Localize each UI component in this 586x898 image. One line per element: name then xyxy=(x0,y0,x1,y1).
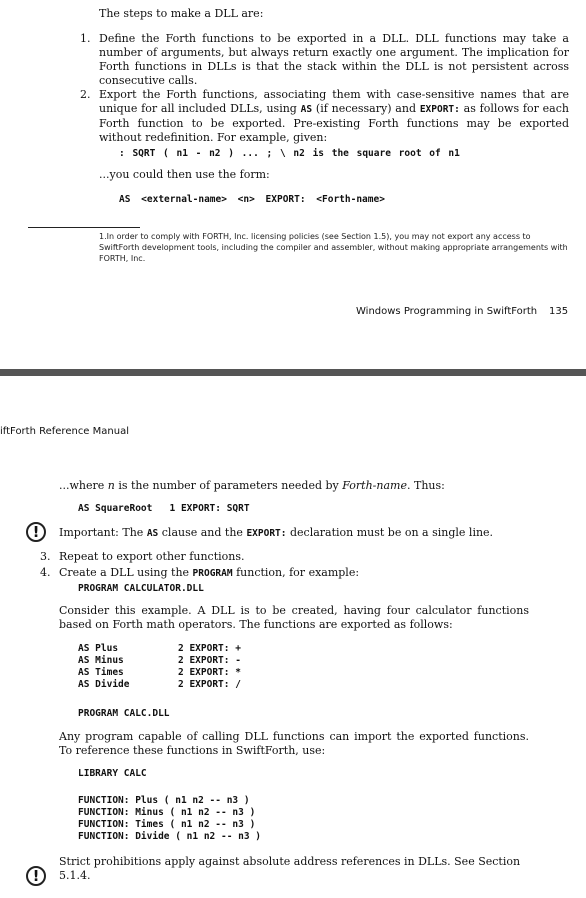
where-forth-name: Forth-name xyxy=(342,479,407,492)
code-export-form: AS <external-name> <n> EXPORT: <Forth-name> xyxy=(119,194,385,205)
code-program-calculator: PROGRAM CALCULATOR.DLL xyxy=(78,583,204,594)
step-number: 4. xyxy=(40,566,51,579)
export-decl: 2 EXPORT: - xyxy=(178,655,241,666)
export-name: AS Plus xyxy=(78,643,119,654)
footnote-rule xyxy=(28,227,140,228)
important-icon: ! xyxy=(26,522,46,542)
where-text xyxy=(59,479,539,493)
code-squareroot: AS SquareRoot 1 EXPORT: SQRT xyxy=(78,503,250,514)
step2-text-b: (if necessary) and xyxy=(312,102,420,115)
export-decl: 2 EXPORT: + xyxy=(178,643,241,654)
step1-text: Define the Forth functions to be exported in a DLL. DLL functions may take a number of arguments, but always return exactly one argument. The implication for Forth functions in DLLs is that the stack within the DLL is not persistent across consecutive calls. xyxy=(99,32,569,87)
program-keyword: PROGRAM xyxy=(192,568,233,579)
function-line: FUNCTION: Minus ( n1 n2 -- n3 ) xyxy=(78,807,256,818)
page-footer-title: Windows Programming in SwiftForth xyxy=(356,306,538,317)
running-header: iftForth Reference Manual xyxy=(0,426,129,437)
consider-paragraph: Consider this example. A DLL is to be created, having four calculator functions based on Forth math operators. The functions are exported as follows: xyxy=(59,604,529,631)
export-decl: 2 EXPORT: / xyxy=(178,679,241,690)
steps-intro: The steps to make a DLL are: xyxy=(99,7,264,20)
exports-decls xyxy=(178,643,241,691)
step3-text: Repeat to export other functions. xyxy=(59,550,245,563)
page-number: 135 xyxy=(549,306,569,317)
function-line: FUNCTION: Times ( n1 n2 -- n3 ) xyxy=(78,819,256,830)
where-c: . Thus: xyxy=(406,479,445,492)
where-n: n xyxy=(107,479,115,492)
step-number: 3. xyxy=(40,550,51,563)
as-keyword: AS xyxy=(300,104,313,115)
exports-names xyxy=(78,643,129,691)
step2-text-a: Export the Forth functions, associating them with case-sensitive names that are unique for all included DLLs, using xyxy=(99,88,569,115)
step4-a: Create a DLL using the xyxy=(59,566,193,579)
code-program-calc: PROGRAM CALC.DLL xyxy=(78,708,170,719)
step2-text xyxy=(99,88,569,145)
you-could-text: ...you could then use the form: xyxy=(99,168,270,181)
export-name: AS Times xyxy=(78,667,124,678)
step-number: 2. xyxy=(80,88,91,101)
important-a: Important: The xyxy=(59,526,147,539)
export-name: AS Minus xyxy=(78,655,124,666)
export-keyword: EXPORT: xyxy=(246,528,287,539)
step4-text xyxy=(59,566,529,581)
important-note xyxy=(59,526,539,541)
warning-icon: ! xyxy=(26,866,46,886)
step2-text-c: as follows for each Forth function to be exported. Pre-existing Forth functions may be exported without redefinition. For example, given: xyxy=(99,102,569,144)
strict-prohibitions: Strict prohibitions apply against absolute address references in DLLs. See Section 5.1.4. xyxy=(59,855,521,882)
functions-block xyxy=(78,795,261,843)
function-line: FUNCTION: Divide ( n1 n2 -- n3 ) xyxy=(78,831,262,842)
step4-b: function, for example: xyxy=(232,566,360,579)
important-c: declaration must be on a single line. xyxy=(286,526,494,539)
any-program-paragraph: Any program capable of calling DLL functions can import the exported functions. To reference these functions in SwiftForth, use: xyxy=(59,730,529,757)
important-b: clause and the xyxy=(158,526,247,539)
export-name: AS Divide xyxy=(78,679,130,690)
code-library: LIBRARY CALC xyxy=(78,768,147,779)
where-a: ...where xyxy=(59,479,108,492)
function-line: FUNCTION: Plus ( n1 n2 -- n3 ) xyxy=(78,795,250,806)
where-b: is the number of parameters needed by xyxy=(114,479,343,492)
as-keyword: AS xyxy=(146,528,159,539)
step-number: 1. xyxy=(80,32,91,45)
export-keyword: EXPORT: xyxy=(419,104,460,115)
footnote: 1.In order to comply with FORTH, Inc. licensing policies (see Section 1.5), you may not export any access to SwiftForth development tools, including the compiler and assembler, without making appropriate arrangements with FORTH, Inc. xyxy=(99,232,568,263)
code-sqrt-definition: : SQRT ( n1 - n2 ) ... ; \ n2 is the square root of n1 xyxy=(119,148,460,159)
export-decl: 2 EXPORT: * xyxy=(178,667,241,678)
page-separator xyxy=(0,369,586,376)
